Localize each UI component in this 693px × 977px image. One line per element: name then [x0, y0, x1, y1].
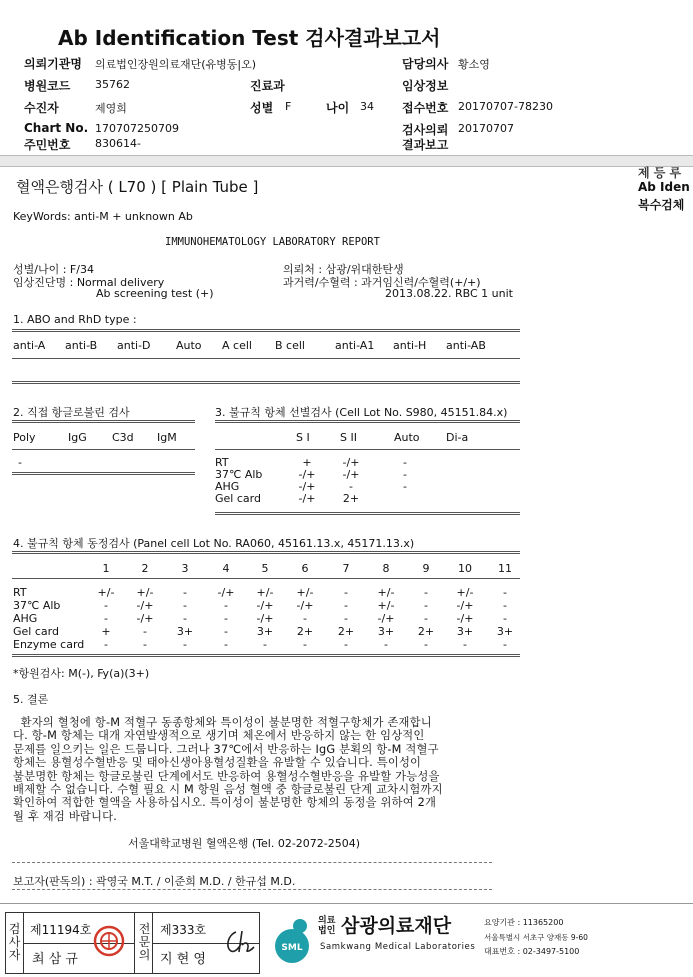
screen-header-dia: Di-a: [446, 431, 469, 444]
divider: [12, 862, 492, 863]
panel-cell: -: [263, 638, 267, 651]
institution-value: 의료법인장원의료재단(유병동|오): [95, 58, 257, 71]
conclusion-line: 확인하여 적합한 혈액을 사용하십시오. 특이성이 불분명한 항체의 동정을 위하여 2개: [13, 796, 437, 810]
screening-cell: -: [349, 480, 353, 493]
lab-report-title: IMMUNOHEMATOLOGY LABORATORY REPORT: [165, 236, 380, 248]
screening-cell: -/+: [298, 468, 316, 481]
panel-cell: -: [463, 638, 467, 651]
age-label: 나이: [326, 101, 350, 115]
panel-cell: -: [503, 612, 507, 625]
divider: [12, 449, 195, 450]
panel-cell: 3+: [496, 625, 514, 638]
panel-column-header: 3: [181, 562, 189, 575]
org-name: 삼광의료재단: [341, 915, 452, 937]
dat-header-igm: IgM: [157, 431, 177, 444]
panel-column-header: 8: [382, 562, 390, 575]
panel-cell: -: [303, 612, 307, 625]
panel-cell: -: [104, 612, 108, 625]
panel-cell: -: [424, 638, 428, 651]
rrn-value: 830614-: [95, 137, 141, 150]
panel-cell: +/-: [456, 586, 474, 599]
panel-column-header: 2: [141, 562, 149, 575]
history-2: 2013.08.22. RBC 1 unit: [385, 287, 513, 300]
conclusion-line: 환자의 혈청에 항-M 적혈구 동종항체와 특이성이 불분명한 적혈구항체가 존재합니: [13, 716, 432, 729]
right-cut-2: Ab Iden: [638, 180, 690, 194]
tester-seal-icon: [93, 925, 125, 957]
abo-header-anti-a: anti-A: [13, 339, 46, 352]
panel-cell: -/+: [456, 599, 474, 612]
receipt-label: 접수번호: [402, 101, 449, 115]
conclusion-text: [13, 716, 543, 823]
divider: [215, 449, 520, 450]
tester-vertical-label: 검사자: [8, 922, 21, 962]
panel-cell: -/+: [377, 612, 395, 625]
history: 과거력/수혈력 : 과거임신력/수혈력(+/+): [283, 276, 481, 289]
tester-name: 최 삼 규: [32, 952, 78, 967]
request-label: 검사의뢰: [402, 123, 449, 137]
panel-cell: 2+: [417, 625, 435, 638]
conclusion-line: 항체는 용혈성수혈반응 및 태아신생아용혈성질환을 유발할 수 있습니다. 특이성이: [13, 756, 422, 770]
panel-cell: -: [183, 612, 187, 625]
panel-column-header: 11: [498, 562, 512, 575]
panel-cell: -: [503, 599, 507, 612]
antigen-test: *항원검사: M(-), Fy(a)(3+): [13, 667, 150, 680]
section3-title: 3. 불규칙 항체 선별검사 (Cell Lot No. S980, 45151.84.x): [215, 406, 508, 419]
abo-header-anti-b: anti-B: [65, 339, 98, 352]
panel-cell: 2+: [337, 625, 355, 638]
screening-cell: -/+: [298, 492, 316, 505]
panel-column-header: 5: [261, 562, 269, 575]
panel-cell: -: [104, 599, 108, 612]
section2-title: 2. 직접 항글로불린 검사: [13, 406, 130, 419]
divider: [215, 512, 520, 515]
age-value: 34: [360, 100, 374, 113]
panel-cell: -/+: [256, 599, 274, 612]
panel-column-header: 1: [102, 562, 110, 575]
panel-cell: -/+: [296, 599, 314, 612]
panel-cell: +/-: [97, 586, 115, 599]
divider: [12, 551, 520, 554]
panel-cell: -: [424, 612, 428, 625]
doctor-value: 황소영: [458, 58, 490, 71]
screening-row-label: RT: [215, 456, 229, 469]
doctor-label: 담당의사: [402, 57, 449, 71]
panel-cell: 3+: [456, 625, 474, 638]
panel-cell: -: [183, 586, 187, 599]
panel-cell: 2+: [296, 625, 314, 638]
dat-header-igg: IgG: [68, 431, 87, 444]
divider: [12, 358, 520, 359]
panel-cell: -: [503, 638, 507, 651]
panel-cell: -: [344, 612, 348, 625]
panel-column-header: 9: [422, 562, 430, 575]
panel-cell: -: [424, 586, 428, 599]
divider: [215, 420, 520, 423]
request-value: 20170707: [458, 122, 514, 135]
panel-cell: -/+: [136, 612, 154, 625]
abo-header-anti-h: anti-H: [393, 339, 427, 352]
dept-label: 진료과: [250, 79, 285, 93]
panel-cell: -: [224, 599, 228, 612]
panel-column-header: 7: [342, 562, 350, 575]
panel-cell: -: [224, 638, 228, 651]
panel-cell: -: [143, 625, 147, 638]
panel-cell: 3+: [256, 625, 274, 638]
panel-cell: +/-: [256, 586, 274, 599]
panel-row-label: Enzyme card: [13, 638, 85, 651]
requester: 의뢰처 : 삼광/위대한탄생: [283, 263, 404, 276]
panel-cell: +/-: [377, 599, 395, 612]
panel-cell: +/-: [136, 586, 154, 599]
divider: [12, 578, 520, 579]
panel-cell: -: [344, 638, 348, 651]
screening-cell: -/+: [342, 468, 360, 481]
diagnosis: 임상진단명 : Normal delivery: [13, 276, 165, 289]
specialist-name: 지 현 영: [160, 952, 206, 967]
panel-cell: -/+: [136, 599, 154, 612]
panel-cell: -: [384, 638, 388, 651]
hospital-contact: 서울대학교병원 혈액은행 (Tel. 02-2072-2504): [128, 837, 361, 850]
screening-cell: -: [403, 480, 407, 493]
panel-cell: -: [224, 612, 228, 625]
section5-title: 5. 결론: [13, 693, 49, 706]
panel-row-label: Gel card: [13, 625, 59, 638]
screening-row-label: AHG: [215, 480, 240, 493]
panel-cell: +/-: [377, 586, 395, 599]
right-cut-3: 복수검체: [638, 198, 685, 212]
institution-label: 의뢰기관명: [24, 57, 82, 71]
panel-cell: -/+: [217, 586, 235, 599]
conclusion-line: 문제를 일으키는 일은 드뭅니다. 그러나 37℃에서 반응하는 IgG 분획의 항-M 적혈구: [13, 742, 439, 756]
org-type: 의료 법인: [318, 916, 336, 936]
panel-row-label: AHG: [13, 612, 38, 625]
screening-row-label: Gel card: [215, 492, 261, 505]
org-address: 서울특별시 서초구 양재동 9-60: [484, 933, 588, 942]
panel-cell: -: [344, 599, 348, 612]
panel-cell: +/-: [296, 586, 314, 599]
panel-cell: -: [224, 625, 228, 638]
specialist-vertical-label: 전문의: [138, 922, 151, 962]
panel-cell: -: [424, 599, 428, 612]
patient-label: 수진자: [24, 101, 59, 115]
tester-license: 제11194호: [30, 923, 92, 937]
panel-cell: -: [104, 638, 108, 651]
sml-logo-text: SML: [281, 943, 303, 953]
section1-title: 1. ABO and RhD type :: [13, 313, 137, 326]
screening-cell: -: [403, 456, 407, 469]
clinical-label: 임상정보: [402, 79, 449, 93]
panel-cell: -: [503, 586, 507, 599]
report-title: Ab Identification Test 검사결과보고서: [58, 26, 441, 50]
divider: [12, 381, 520, 384]
hospital-code-value: 35762: [95, 78, 130, 91]
panel-cell: -/+: [256, 612, 274, 625]
result-label: 결과보고: [402, 138, 449, 152]
signature-icon: [222, 927, 256, 957]
screening-cell: -/+: [342, 456, 360, 469]
panel-column-header: 10: [458, 562, 472, 575]
dat-value: -: [18, 456, 22, 469]
abo-header-anti-d: anti-D: [117, 339, 151, 352]
panel-cell: -: [183, 638, 187, 651]
screen-header-s2: S II: [340, 431, 357, 444]
conclusion-line: 배제할 수 없습니다. 수혈 필요 시 M 항원 음성 혈액 중 항글로불린 단계 교차시험까지: [13, 783, 443, 797]
divider: [12, 420, 195, 423]
divider: [0, 903, 693, 904]
dat-header-poly: Poly: [13, 431, 36, 444]
screen-header-s1: S I: [296, 431, 310, 444]
conclusion-line: 다. 항-M 항체는 대개 자연발생적으로 생기며 체온에서 반응하지 않는 한 임상적인: [13, 729, 425, 743]
test-title: 혈액은행검사 ( L70 ) [ Plain Tube ]: [16, 178, 259, 196]
specialist-license: 제333호: [160, 923, 207, 937]
divider: [12, 472, 195, 475]
panel-cell: -: [303, 638, 307, 651]
divider: [12, 889, 492, 890]
institution-code: 요양기관 : 11365200: [484, 918, 564, 927]
rrn-label: 주민번호: [24, 138, 71, 152]
abo-header-auto: Auto: [176, 339, 202, 352]
panel-row-label: RT: [13, 586, 27, 599]
abo-header-anti-a1: anti-A1: [335, 339, 375, 352]
abo-header-b-cell: B cell: [275, 339, 305, 352]
screening-cell: 2+: [342, 492, 360, 505]
sml-logo-icon: [270, 914, 318, 966]
sex-value: F: [285, 100, 292, 113]
sex-label: 성별: [250, 101, 274, 115]
screening-cell: -: [403, 468, 407, 481]
section4-title: 4. 불규칙 항체 동정검사 (Panel cell Lot No. RA060, 45161.13.x, 45171.13.x): [13, 537, 415, 550]
panel-cell: -: [344, 586, 348, 599]
panel-cell: -: [183, 599, 187, 612]
panel-column-header: 4: [222, 562, 230, 575]
panel-row-label: 37℃ Alb: [13, 599, 61, 612]
diagnosis-2: Ab screening test (+): [96, 287, 214, 300]
panel-cell: +: [101, 625, 111, 638]
divider: [12, 329, 520, 332]
org-name-en: Samkwang Medical Laboratories: [320, 942, 476, 952]
hospital-code-label: 병원코드: [24, 79, 71, 93]
screening-cell: -/+: [298, 480, 316, 493]
conclusion-line: 불분명한 항체는 항글로불린 단계에서도 반응하여 용혈성수혈반응을 유발할 가능성을: [13, 769, 440, 783]
panel-cell: -: [143, 638, 147, 651]
screening-row-label: 37℃ Alb: [215, 468, 263, 481]
panel-cell: 3+: [176, 625, 194, 638]
keywords: KeyWords: anti-M + unknown Ab: [13, 210, 193, 223]
section-separator: [0, 155, 693, 167]
screen-header-auto: Auto: [394, 431, 420, 444]
abo-header-anti-ab: anti-AB: [446, 339, 486, 352]
right-cut-1: 제 등 루: [638, 166, 682, 180]
panel-cell: -/+: [456, 612, 474, 625]
divider: [12, 654, 520, 657]
org-phone: 대표번호 : 02-3497-5100: [484, 947, 580, 956]
chart-value: 170707250709: [95, 122, 179, 135]
panel-cell: 3+: [377, 625, 395, 638]
sex-age: 성별/나이 : F/34: [13, 263, 94, 276]
receipt-value: 20170707-78230: [458, 100, 553, 113]
screening-cell: +: [302, 456, 312, 469]
chart-label: Chart No.: [24, 121, 89, 135]
panel-column-header: 6: [301, 562, 309, 575]
patient-value: 제영희: [95, 102, 127, 115]
reporter: 보고자(판독의) : 곽영국 M.T. / 이준희 M.D. / 한규섭 M.D.: [13, 875, 296, 888]
conclusion-line: 월 후 재검 바랍니다.: [13, 809, 118, 823]
abo-header-a-cell: A cell: [222, 339, 252, 352]
dat-header-c3d: C3d: [112, 431, 134, 444]
